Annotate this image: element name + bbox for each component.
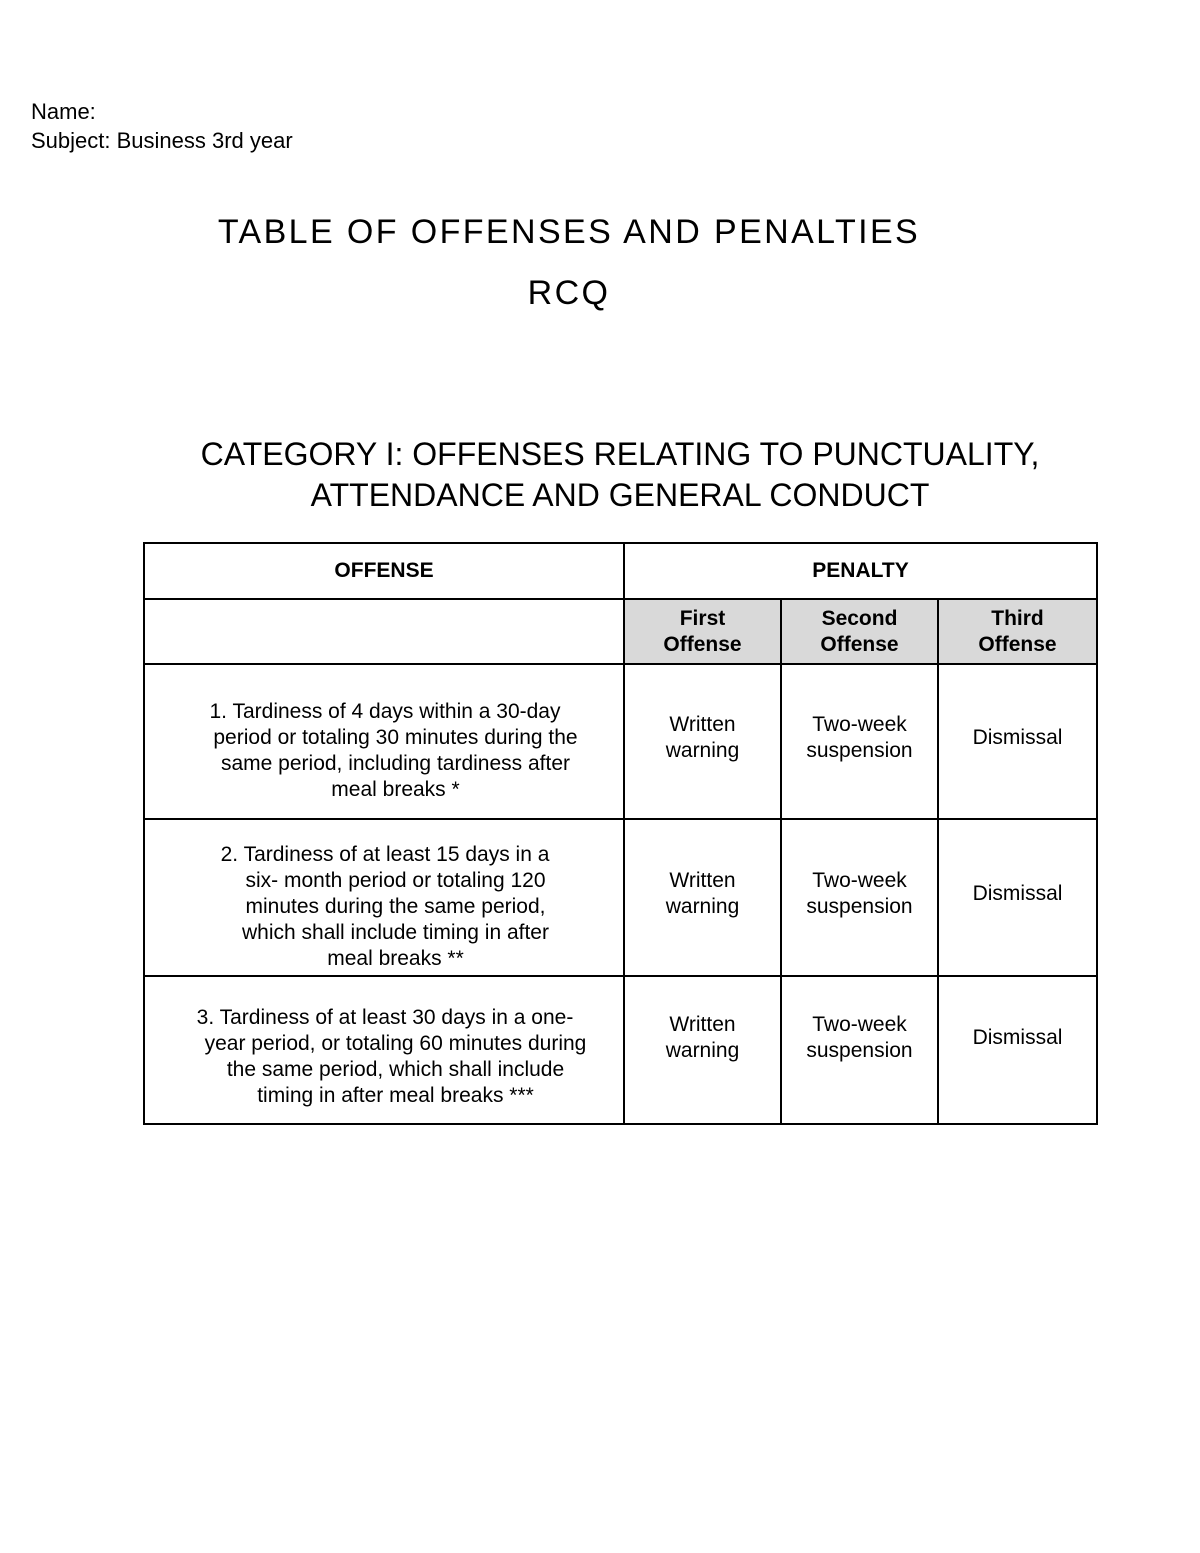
- document-title: TABLE OF OFFENSES AND PENALTIES: [217, 213, 921, 251]
- third-offense-header-line-1: Third: [991, 606, 1044, 630]
- penalty-column-header: PENALTY: [624, 543, 1097, 599]
- offense-column-header: OFFENSE: [144, 543, 624, 599]
- second-offense-penalty: [781, 664, 938, 819]
- penalty-line: suspension: [806, 1039, 913, 1062]
- third-offense-header-line-2: Offense: [978, 632, 1057, 656]
- table-subheader-row: [144, 599, 1097, 664]
- offense-line: six- month period or totaling 120: [245, 868, 546, 892]
- offense-description: [144, 976, 624, 1124]
- third-offense-penalty: Dismissal: [938, 819, 1097, 976]
- offense-line: 2. Tardiness of at least 15 days in a: [220, 842, 550, 866]
- blank-subheader-cell: [144, 599, 624, 664]
- offense-line: 1. Tardiness of 4 days within a 30-day: [209, 699, 561, 723]
- category-heading-line-2: ATTENDANCE AND GENERAL CONDUCT: [310, 477, 930, 513]
- penalty-line: Two-week: [812, 712, 907, 736]
- offense-line: year period, or totaling 60 minutes during: [204, 1032, 587, 1055]
- penalty-line: Written: [669, 712, 736, 736]
- penalty-line: Written: [669, 1013, 736, 1036]
- first-offense-header: [624, 599, 781, 664]
- first-offense-header-line-2: Offense: [663, 632, 742, 656]
- category-heading: [145, 434, 1095, 516]
- third-offense-penalty: Dismissal: [938, 976, 1097, 1124]
- offense-description: [144, 819, 624, 976]
- second-offense-penalty: [781, 819, 938, 976]
- offense-line: which shall include timing in after: [242, 920, 549, 944]
- second-offense-header-line-1: Second: [821, 606, 898, 630]
- penalty-line: suspension: [806, 894, 913, 918]
- offense-line: 3. Tardiness of at least 30 days in a one-: [196, 1006, 574, 1029]
- offense-description: [144, 664, 624, 819]
- offense-line: period or totaling 30 minutes during the: [213, 725, 578, 749]
- offense-line: meal breaks **: [327, 946, 464, 970]
- second-offense-header-line-2: Offense: [820, 632, 899, 656]
- penalty-line: warning: [665, 894, 740, 918]
- table-row: [144, 819, 1097, 976]
- name-line: Name:: [31, 99, 96, 124]
- second-offense-header: [781, 599, 938, 664]
- subject-line: Subject: Business 3rd year: [31, 128, 293, 153]
- offense-line: the same period, which shall include: [226, 1058, 565, 1081]
- document-header: [31, 97, 293, 155]
- table-row: [144, 976, 1097, 1124]
- offense-line: meal breaks *: [331, 777, 460, 801]
- document-subtitle: RCQ: [527, 274, 611, 312]
- first-offense-penalty: [624, 819, 781, 976]
- offense-line: minutes during the same period,: [245, 894, 546, 918]
- penalty-line: Two-week: [812, 868, 907, 892]
- first-offense-penalty: [624, 664, 781, 819]
- offenses-penalties-table: [143, 542, 1098, 1125]
- first-offense-penalty: [624, 976, 781, 1124]
- penalty-line: warning: [665, 1039, 740, 1062]
- second-offense-penalty: [781, 976, 938, 1124]
- first-offense-header-line-1: First: [679, 606, 726, 630]
- penalty-line: Two-week: [812, 1013, 907, 1036]
- penalty-line: warning: [665, 738, 740, 762]
- third-offense-penalty: Dismissal: [938, 664, 1097, 819]
- penalty-line: Written: [669, 868, 736, 892]
- table-header-row: [144, 543, 1097, 599]
- offense-line: timing in after meal breaks ***: [257, 1084, 534, 1107]
- penalty-line: suspension: [806, 738, 913, 762]
- third-offense-header: [938, 599, 1097, 664]
- offense-line: same period, including tardiness after: [220, 751, 571, 775]
- category-heading-line-1: CATEGORY I: OFFENSES RELATING TO PUNCTUALITY,: [200, 436, 1040, 472]
- table-row: [144, 664, 1097, 819]
